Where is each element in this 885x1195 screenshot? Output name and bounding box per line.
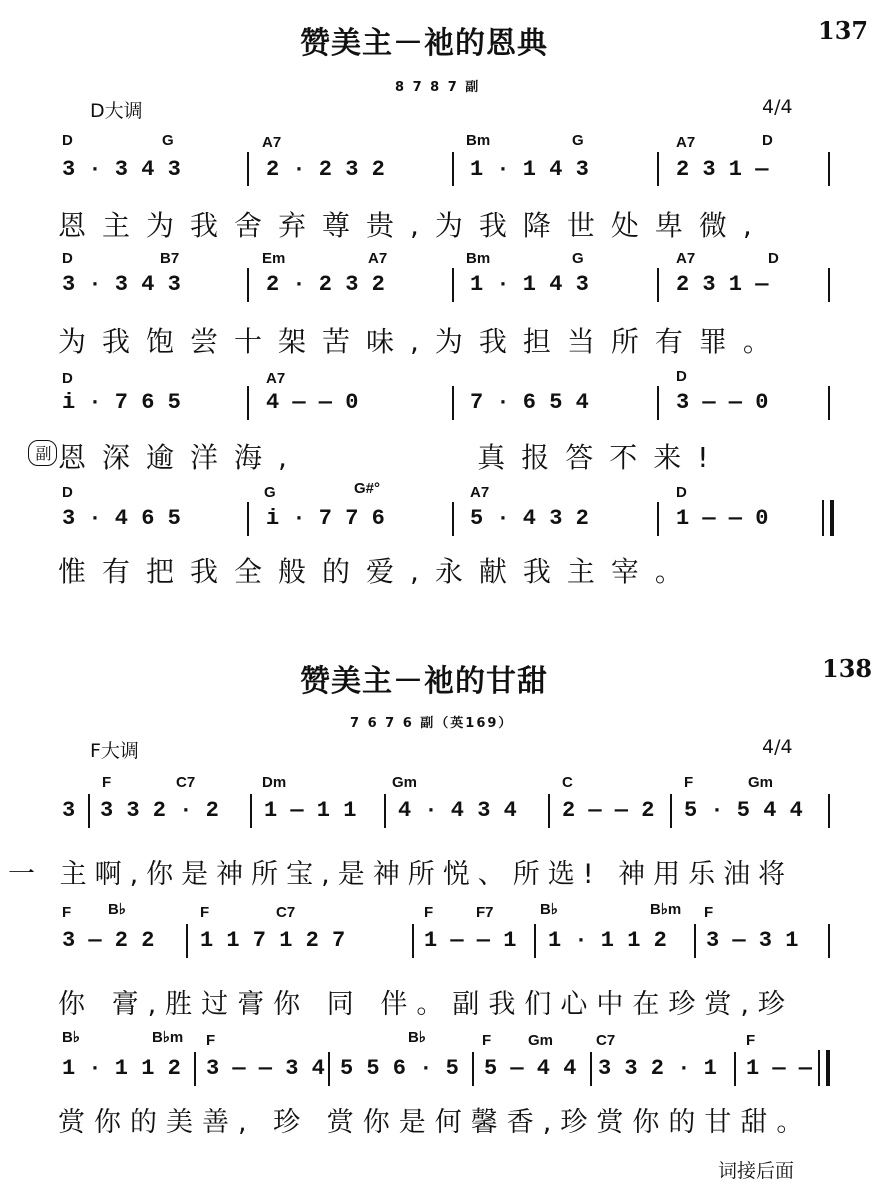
- chord: F7: [476, 904, 494, 921]
- chord: D: [676, 484, 687, 501]
- final-barline: [830, 500, 834, 536]
- barline: [247, 268, 249, 302]
- barline: [657, 152, 659, 186]
- barline: [828, 152, 830, 186]
- notation-measure: 4 — — 0: [266, 390, 359, 415]
- barline: [657, 502, 659, 536]
- notation-measure: 2 · 2 3 2: [266, 272, 385, 297]
- chord: B7: [160, 250, 180, 267]
- notation-measure: 1 · 1 1 2: [548, 928, 667, 953]
- chord: F: [424, 904, 434, 921]
- chord: B♭: [540, 901, 558, 918]
- chord: Bm: [466, 250, 491, 267]
- lyrics-line: 你 膏,胜过膏你 同 伴。副我们心中在珍赏,珍: [58, 989, 794, 1020]
- notation-measure: 1 · 1 4 3: [470, 272, 589, 297]
- barline: [828, 268, 830, 302]
- chord: G: [162, 132, 174, 149]
- lyrics-line: 恩深逾洋海, 真报答不来!: [58, 441, 725, 474]
- key-signature: D大调: [90, 100, 143, 122]
- lyrics-line: 一 主啊,你是神所宝,是神所悦、所选! 神用乐油将: [8, 859, 794, 890]
- chord: B♭m: [650, 901, 682, 918]
- notation-measure: i · 7 7 6: [266, 506, 385, 531]
- chord: Bm: [466, 132, 491, 149]
- chorus-mark: 副: [28, 440, 57, 466]
- notation-measure: 7 · 6 5 4: [470, 390, 589, 415]
- barline: [452, 386, 454, 420]
- chord: D: [676, 368, 687, 385]
- footer-note: 词接后面: [718, 1160, 795, 1182]
- chord: D: [62, 370, 73, 387]
- chord: A7: [470, 484, 490, 501]
- notation-measure: 5 · 4 3 2: [470, 506, 589, 531]
- barline: [548, 794, 550, 828]
- barline: [734, 1052, 736, 1086]
- chord: G: [572, 250, 584, 267]
- barline: [694, 924, 696, 958]
- barline: [657, 386, 659, 420]
- chord: A7: [676, 250, 696, 267]
- chord: Gm: [392, 774, 418, 791]
- chord: Gm: [748, 774, 774, 791]
- song-title: 赞美主－祂的甘甜: [300, 664, 548, 699]
- barline: [412, 924, 414, 958]
- key-signature: F大调: [90, 740, 139, 762]
- barline: [384, 794, 386, 828]
- page-number: 137: [818, 16, 869, 45]
- lyrics-line: 为我饱尝十架苦味,为我担当所有罪。: [58, 325, 787, 358]
- barline: [828, 386, 830, 420]
- barline: [828, 794, 830, 828]
- notation-measure: 3 — 2 2: [62, 928, 155, 953]
- barline: [247, 502, 249, 536]
- notation-measure: 2 3 1 —: [676, 272, 769, 297]
- chord: G: [264, 484, 276, 501]
- chord: F: [704, 904, 714, 921]
- chord: D: [62, 484, 73, 501]
- final-barline: [826, 1050, 830, 1086]
- chord: D: [768, 250, 779, 267]
- notation-measure: 1 · 1 1 2: [62, 1056, 181, 1081]
- barline: [247, 386, 249, 420]
- notation-measure: 3 · 4 6 5: [62, 506, 181, 531]
- time-signature: 4/4: [762, 96, 793, 118]
- chord: A7: [266, 370, 286, 387]
- notation-measure: 4 · 4 3 4: [398, 798, 517, 823]
- barline: [186, 924, 188, 958]
- page-number: 138: [822, 654, 873, 683]
- chord: C: [562, 774, 573, 791]
- barline: [657, 268, 659, 302]
- chord: B♭: [62, 1029, 80, 1046]
- chord: G#°: [354, 480, 381, 497]
- chord: A7: [262, 134, 282, 151]
- chord: C7: [276, 904, 296, 921]
- chord: F: [62, 904, 72, 921]
- chord: G: [572, 132, 584, 149]
- notation-measure: 1 · 1 4 3: [470, 157, 589, 182]
- notation-measure: 5 5 6 · 5: [340, 1056, 459, 1081]
- song-title: 赞美主－祂的恩典: [300, 26, 548, 61]
- notation-measure: 3 · 3 4 3: [62, 157, 181, 182]
- notation-measure: 2 — — 2: [562, 798, 655, 823]
- time-signature: 4/4: [762, 736, 793, 758]
- barline: [452, 268, 454, 302]
- notation-measure: 3 3 2 · 2: [100, 798, 219, 823]
- barline: [88, 794, 90, 828]
- chord: C7: [176, 774, 196, 791]
- notation-measure: 2 · 2 3 2: [266, 157, 385, 182]
- barline: [328, 1052, 330, 1086]
- chord: Dm: [262, 774, 287, 791]
- chord: F: [482, 1032, 492, 1049]
- notation-measure: 3 — — 0: [676, 390, 769, 415]
- notation-measure: 5 · 5 4 4: [684, 798, 803, 823]
- chord: D: [762, 132, 773, 149]
- meter: 7 6 7 6 副（英169）: [350, 716, 514, 731]
- notation-measure: 3 3 2 · 1: [598, 1056, 717, 1081]
- chord: F: [746, 1032, 756, 1049]
- notation-measure: 3 · 3 4 3: [62, 272, 181, 297]
- notation-measure: 1 — — 0: [676, 506, 769, 531]
- final-barline: [818, 1050, 820, 1086]
- notation-measure: 3 — 3 1: [706, 928, 799, 953]
- chord: A7: [368, 250, 388, 267]
- lyrics-line: 惟有把我全般的爱,永献我主宰。: [58, 555, 699, 588]
- barline: [247, 152, 249, 186]
- chord: D: [62, 250, 73, 267]
- final-barline: [822, 500, 824, 536]
- notation-measure: i · 7 6 5: [62, 390, 181, 415]
- notation-measure: 1 1 7 1 2 7: [200, 928, 346, 953]
- chord: D: [62, 132, 73, 149]
- meter: 8 7 8 7 副: [395, 80, 481, 95]
- barline: [452, 152, 454, 186]
- barline: [452, 502, 454, 536]
- chord: F: [206, 1032, 216, 1049]
- notation-measure: 1 — — 1: [424, 928, 517, 953]
- barline: [250, 794, 252, 828]
- barline: [828, 924, 830, 958]
- notation-measure: 2 3 1 —: [676, 157, 769, 182]
- barline: [534, 924, 536, 958]
- chord: B♭: [108, 901, 126, 918]
- barline: [194, 1052, 196, 1086]
- barline: [590, 1052, 592, 1086]
- lyrics-line: 赏你的美善, 珍 赏你是何馨香,珍赏你的甘甜。: [58, 1107, 813, 1138]
- notation-measure: 3: [62, 798, 76, 823]
- chord: B♭: [408, 1029, 426, 1046]
- notation-measure: 5 — 4 4: [484, 1056, 577, 1081]
- chord: C7: [596, 1032, 616, 1049]
- notation-measure: 1 — —: [746, 1056, 813, 1081]
- notation-measure: 3 — — 3 4: [206, 1056, 325, 1081]
- chord: Em: [262, 250, 286, 267]
- notation-measure: 1 — 1 1: [264, 798, 357, 823]
- lyrics-line: 恩主为我舍弃尊贵,为我降世处卑微,: [58, 209, 768, 242]
- chord: F: [684, 774, 694, 791]
- chord: A7: [676, 134, 696, 151]
- barline: [670, 794, 672, 828]
- chord: B♭m: [152, 1029, 184, 1046]
- chord: F: [200, 904, 210, 921]
- chord: F: [102, 774, 112, 791]
- chord: Gm: [528, 1032, 554, 1049]
- barline: [472, 1052, 474, 1086]
